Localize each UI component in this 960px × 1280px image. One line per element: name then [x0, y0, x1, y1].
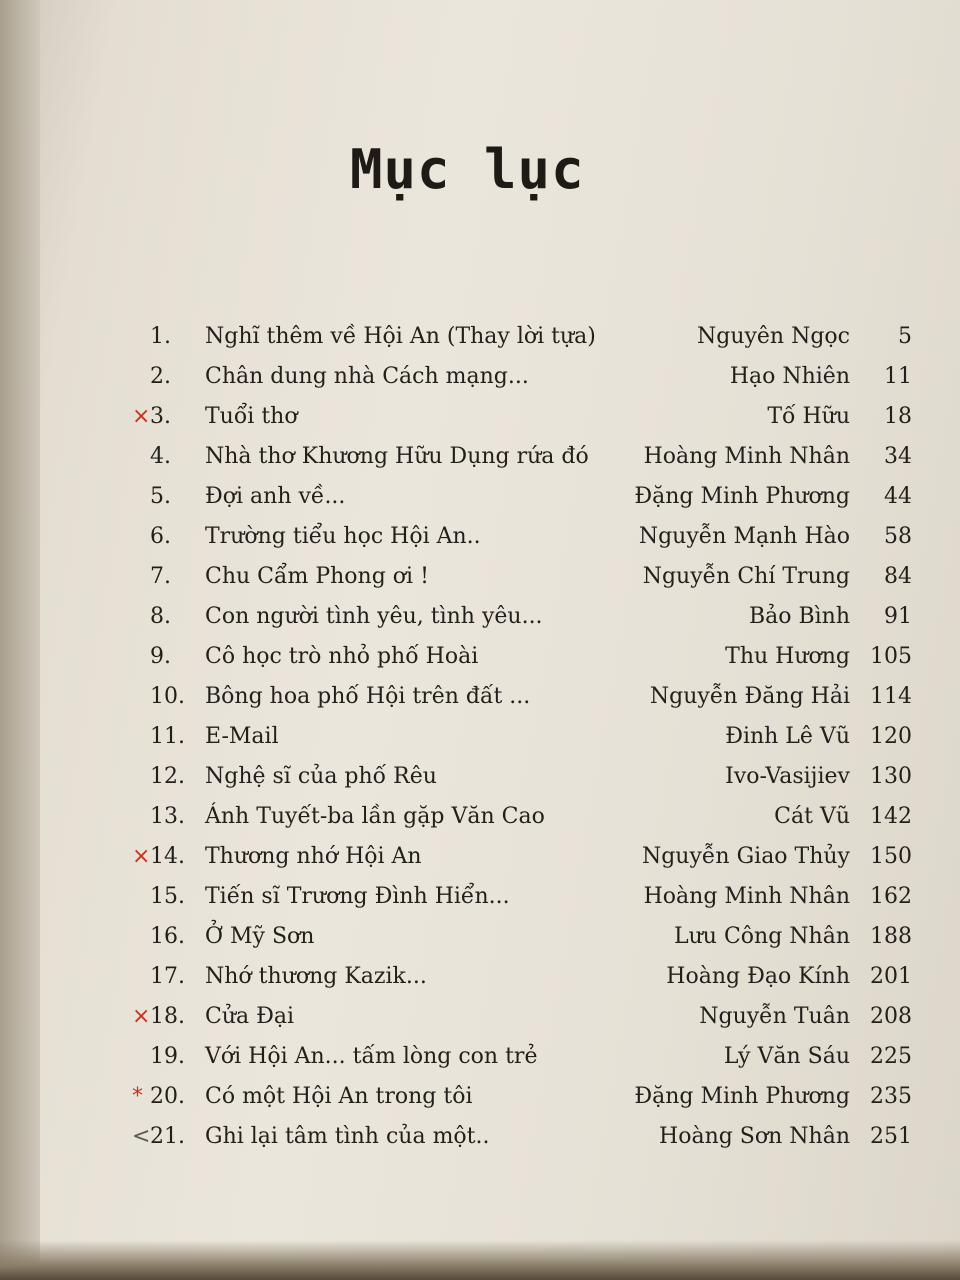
toc-entry-title: Thương nhớ Hội An: [205, 844, 422, 869]
toc-entry-page: 208: [870, 1004, 912, 1029]
toc-entry-number: 15.: [150, 884, 185, 909]
toc-entry-author: Nguyễn Đăng Hải: [649, 684, 850, 709]
toc-entry-title: Ở Mỹ Sơn: [205, 924, 315, 949]
toc-entry: [132, 998, 930, 1038]
toc-entry-number: 6.: [150, 524, 171, 549]
toc-entry: [132, 1078, 930, 1118]
toc-entry-page: 5: [898, 324, 912, 349]
toc-entry-title: Ánh Tuyết-ba lần gặp Văn Cao: [205, 804, 545, 829]
toc-entry-page: 34: [884, 444, 912, 469]
toc-entry-author: Nguyễn Giao Thủy: [641, 844, 850, 869]
toc-entry-page: 142: [870, 804, 912, 829]
toc-entry-author: Nguyễn Tuân: [699, 1004, 850, 1029]
toc-entry-page: 105: [870, 644, 912, 669]
toc-entry-author: Nguyễn Chí Trung: [642, 564, 850, 589]
toc-entry: [150, 558, 930, 598]
book-gutter: [0, 0, 40, 1280]
toc-entry: [150, 718, 930, 758]
toc-entry: [150, 678, 930, 718]
toc-entry-title: Nghĩ thêm về Hội An (Thay lời tựa): [205, 324, 596, 349]
toc-entry: [150, 918, 930, 958]
toc-entry: [150, 438, 930, 478]
toc-entry-number: 2.: [150, 364, 171, 389]
toc-entry-title: Nhà thơ Khương Hữu Dụng rứa đó: [205, 444, 589, 469]
toc-entry-title: Chân dung nhà Cách mạng...: [205, 364, 529, 389]
toc-entry: [132, 838, 930, 878]
toc-entry-title: Ghi lại tâm tình của một..: [205, 1124, 490, 1149]
toc-entry-author: Đặng Minh Phương: [634, 484, 850, 509]
toc-entry-number: 12.: [150, 764, 185, 789]
toc-entry-title: Nghệ sĩ của phố Rêu: [205, 764, 437, 789]
toc-entry-author: Cát Vũ: [774, 804, 850, 829]
toc-entry: [132, 1118, 930, 1158]
toc-entry: [150, 878, 930, 918]
toc-entry-title: Với Hội An... tấm lòng con trẻ: [205, 1044, 538, 1069]
handwritten-mark: ×: [132, 1004, 151, 1029]
toc-entry-number: 11.: [150, 724, 185, 749]
toc-entry-number: 20.: [150, 1084, 185, 1109]
toc-entry-author: Hoàng Minh Nhân: [643, 444, 850, 469]
toc-entry-author: Đặng Minh Phương: [634, 1084, 850, 1109]
toc-entry-author: Thu Hương: [725, 644, 850, 669]
toc-entry: [150, 598, 930, 638]
toc-entry: [150, 358, 930, 398]
toc-entry-number: 9.: [150, 644, 171, 669]
toc-entry-title: Có một Hội An trong tôi: [205, 1084, 473, 1109]
toc-entry-page: 201: [870, 964, 912, 989]
toc-entry-author: Tố Hữu: [767, 404, 850, 429]
toc-entry-number: 8.: [150, 604, 171, 629]
toc-entry-title: Cô học trò nhỏ phố Hoài: [205, 644, 479, 669]
toc-entry: [150, 958, 930, 998]
toc-entry-title: Nhớ thương Kazik...: [205, 964, 427, 989]
handwritten-mark: <: [132, 1124, 151, 1149]
toc-entry-number: 19.: [150, 1044, 185, 1069]
toc-entry-number: 3.: [150, 404, 171, 429]
toc-entry-number: 14.: [150, 844, 185, 869]
toc-entry-page: 130: [870, 764, 912, 789]
toc-entry-number: 18.: [150, 1004, 185, 1029]
toc-entry-page: 58: [884, 524, 912, 549]
toc-entry-page: 18: [884, 404, 912, 429]
page-title: Mục lục: [350, 138, 585, 201]
toc-entry-author: Đinh Lê Vũ: [725, 724, 850, 749]
toc-entry-page: 120: [870, 724, 912, 749]
toc-entry-author: Hoàng Sơn Nhân: [659, 1124, 850, 1149]
toc-entry: [132, 398, 930, 438]
toc-entry-number: 21.: [150, 1124, 185, 1149]
toc-entry-page: 251: [870, 1124, 912, 1149]
toc-entry-title: Chu Cẩm Phong ơi !: [205, 564, 429, 589]
toc-entry-author: Hạo Nhiên: [729, 364, 850, 389]
toc-entry-page: 162: [870, 884, 912, 909]
toc-entry-number: 7.: [150, 564, 171, 589]
toc-entry-title: Đợi anh về...: [205, 484, 346, 509]
toc-entry-number: 10.: [150, 684, 185, 709]
toc-entry-title: Bông hoa phố Hội trên đất ...: [205, 684, 531, 709]
toc-entry-page: 225: [870, 1044, 912, 1069]
toc-entry-title: Tuổi thơ: [205, 404, 298, 429]
toc-entry-title: Con người tình yêu, tình yêu...: [205, 604, 543, 629]
toc-entry-title: E-Mail: [205, 724, 279, 749]
handwritten-mark: *: [132, 1084, 143, 1109]
toc-entry-title: Cửa Đại: [205, 1004, 295, 1029]
toc-entry: [150, 318, 930, 358]
toc-entry-page: 84: [884, 564, 912, 589]
toc-entry-page: 11: [884, 364, 912, 389]
toc-entry-author: Nguyên Ngọc: [696, 324, 850, 349]
toc-entry-author: Hoàng Minh Nhân: [643, 884, 850, 909]
toc-entry-page: 44: [884, 484, 912, 509]
toc-entry: [150, 758, 930, 798]
handwritten-mark: ×: [132, 404, 151, 429]
toc-entry-author: Nguyễn Mạnh Hào: [638, 524, 850, 549]
toc-entry-number: 13.: [150, 804, 185, 829]
toc-entry-number: 5.: [150, 484, 171, 509]
toc-entry-number: 4.: [150, 444, 171, 469]
toc-entry-author: Lý Văn Sáu: [723, 1044, 850, 1069]
toc-entry: [150, 478, 930, 518]
toc-entry-title: Tiến sĩ Trương Đình Hiển...: [205, 884, 510, 909]
page-edge-shadow: [0, 1240, 960, 1280]
toc-entry-author: Bảo Bình: [748, 604, 850, 629]
table-of-contents: [132, 318, 930, 1158]
toc-entry: [150, 638, 930, 678]
toc-entry-number: 17.: [150, 964, 185, 989]
toc-entry-page: 235: [870, 1084, 912, 1109]
toc-entry-title: Trường tiểu học Hội An..: [205, 524, 481, 549]
toc-entry-number: 1.: [150, 324, 171, 349]
toc-entry-page: 150: [870, 844, 912, 869]
toc-entry-author: Hoàng Đạo Kính: [666, 964, 850, 989]
toc-entry-page: 114: [870, 684, 912, 709]
toc-entry: [150, 1038, 930, 1078]
handwritten-mark: ×: [132, 844, 151, 869]
toc-entry-author: Lưu Công Nhân: [674, 924, 850, 949]
toc-entry-number: 16.: [150, 924, 185, 949]
toc-entry: [150, 518, 930, 558]
toc-entry-page: 188: [870, 924, 912, 949]
toc-entry: [150, 798, 930, 838]
toc-entry-author: Ivo-Vasijiev: [725, 764, 850, 789]
toc-entry-page: 91: [884, 604, 912, 629]
